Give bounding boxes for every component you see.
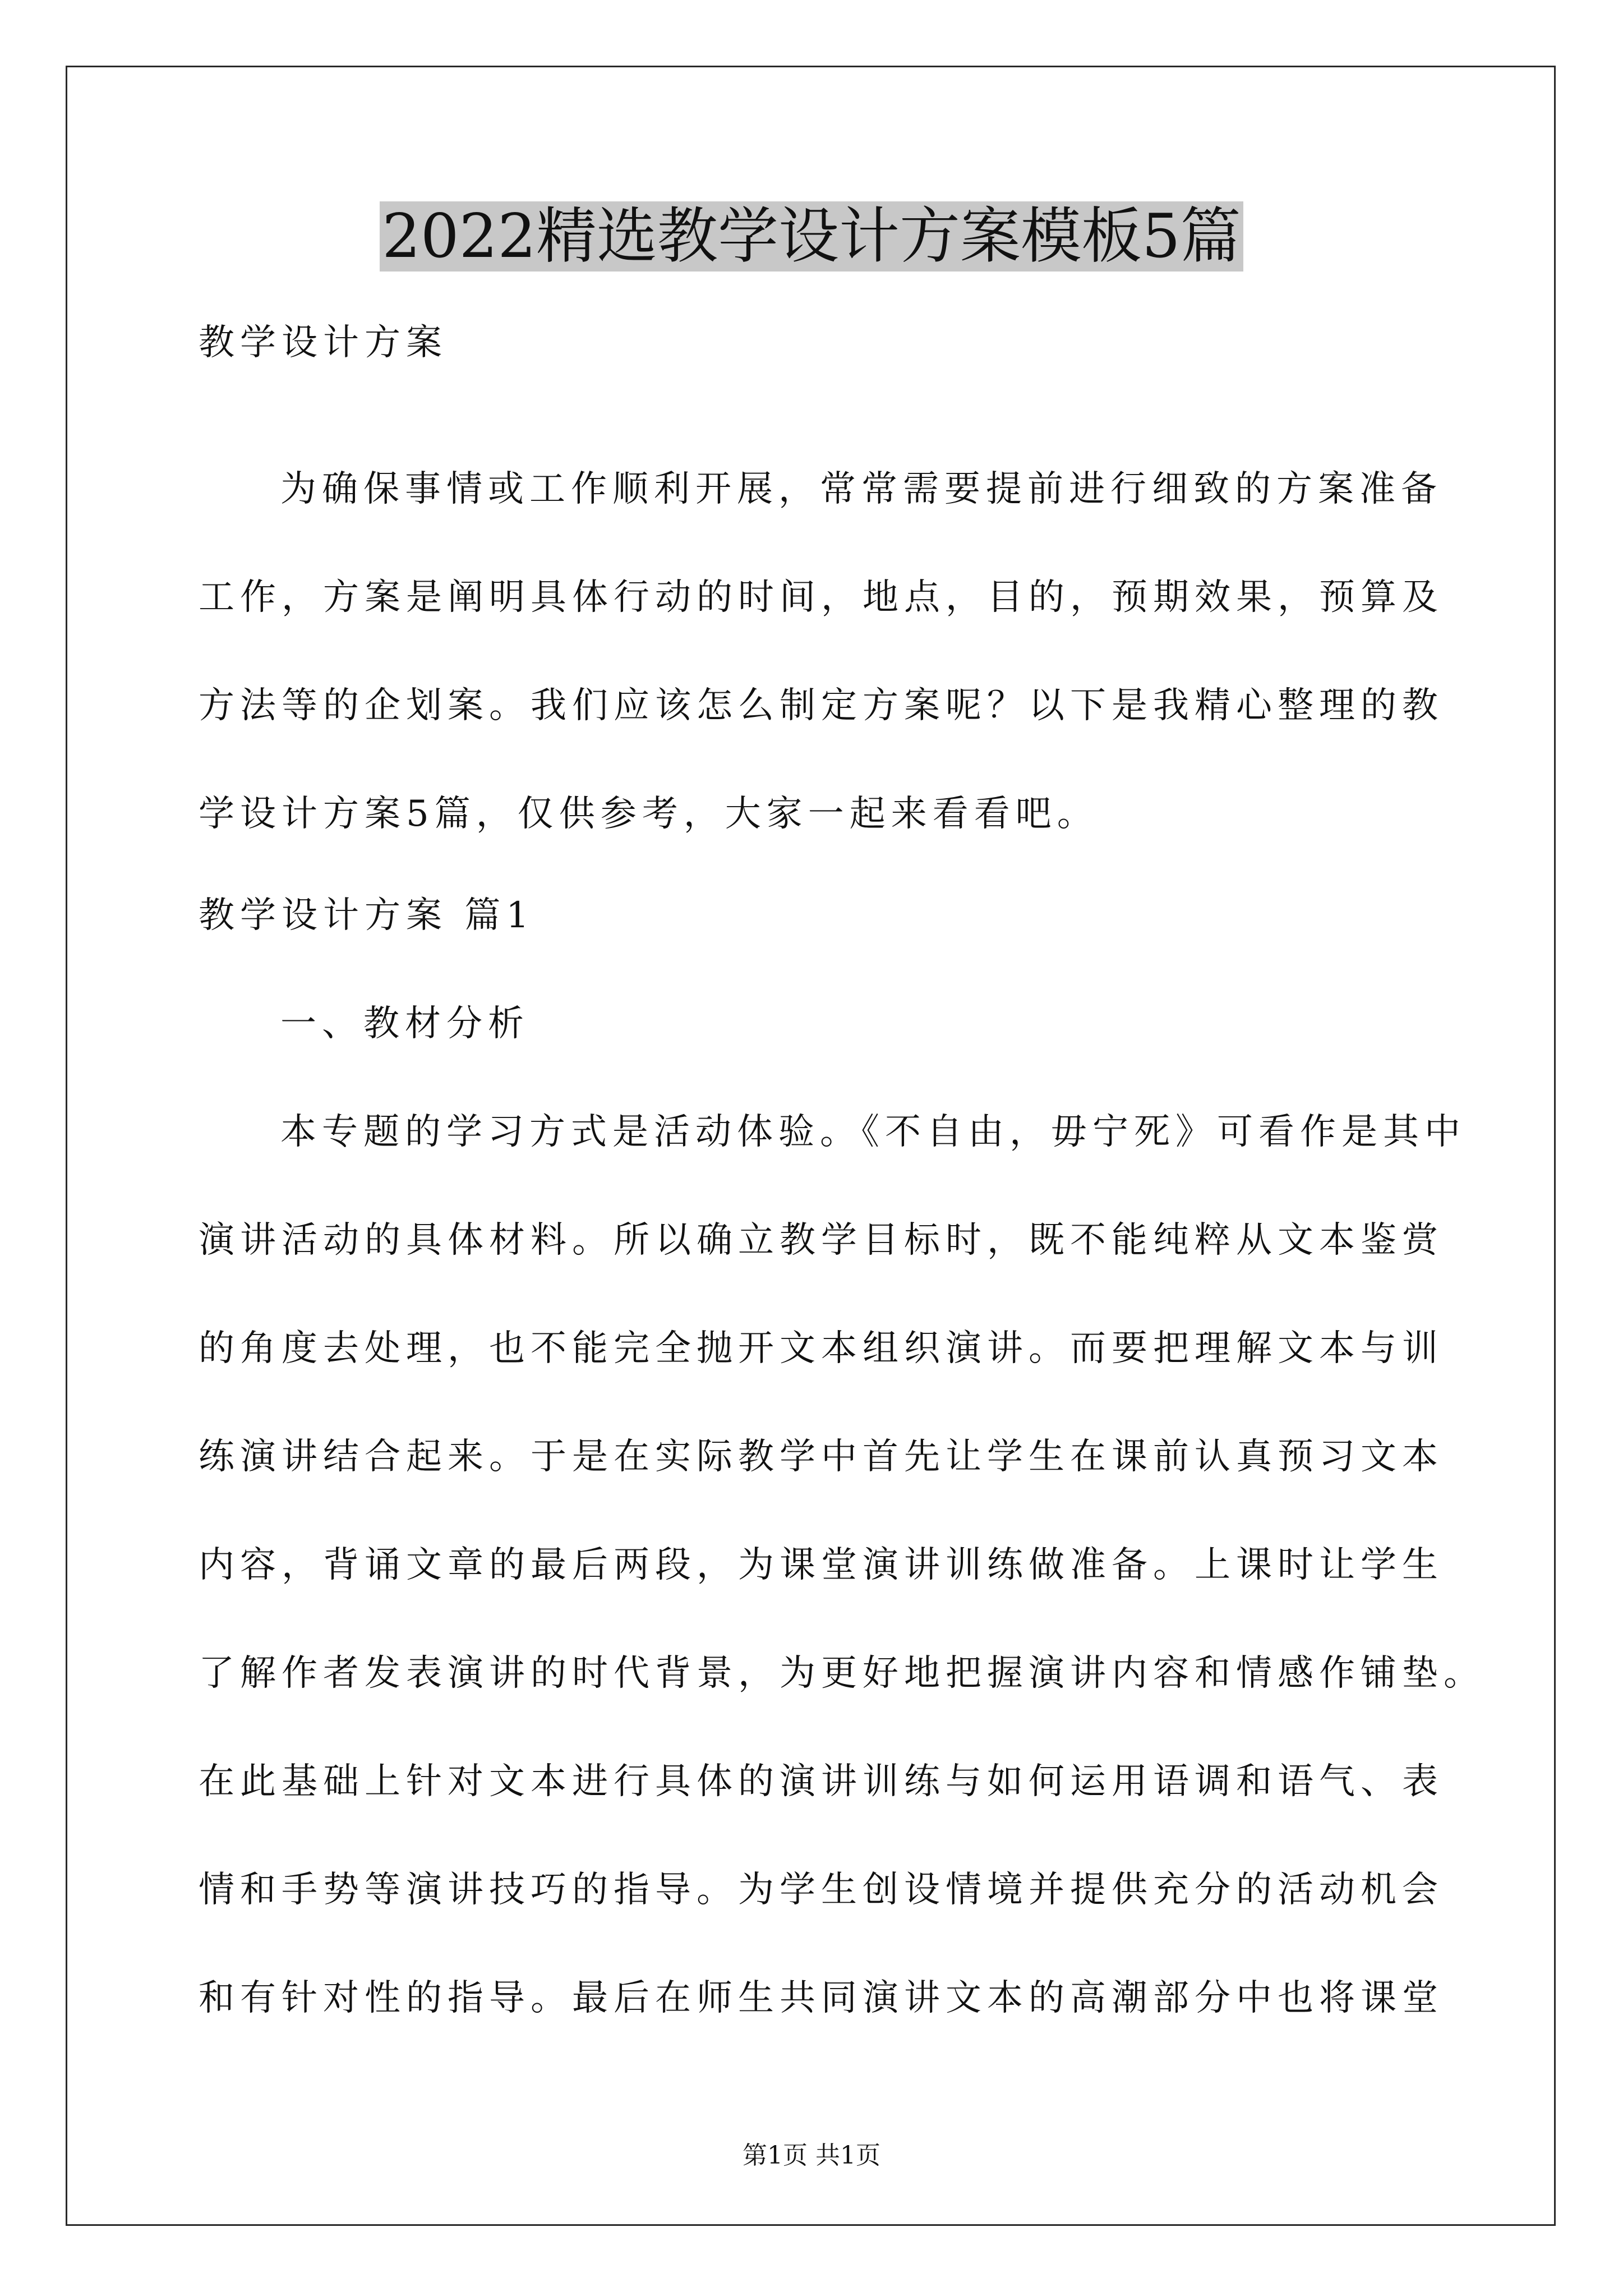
body-line: 情和手势等演讲技巧的指导。为学生创设情境并提供充分的活动机会 — [199, 1869, 1444, 1911]
body-line: 和有针对性的指导。最后在师生共同演讲文本的高潮部分中也将课堂 — [199, 1977, 1444, 2019]
body-line: 内容，背诵文章的最后两段，为课堂演讲训练做准备。上课时让学生 — [199, 1544, 1444, 1586]
body-line: 本专题的学习方式是活动体验。《不自由，毋宁死》可看作是其中 — [280, 1111, 1466, 1153]
body-line: 为确保事情或工作顺利开展，常常需要提前进行细致的方案准备 — [280, 468, 1442, 510]
body-line: 演讲活动的具体材料。所以确立教学目标时，既不能纯粹从文本鉴赏 — [199, 1220, 1444, 1261]
body-line: 工作，方案是阐明具体行动的时间，地点，目的，预期效果，预算及 — [199, 577, 1444, 618]
body-line: 的角度去处理，也不能完全抛开文本组织演讲。而要把理解文本与训 — [199, 1328, 1444, 1369]
body-line: 练演讲结合起来。于是在实际教学中首先让学生在课前认真预习文本 — [199, 1436, 1444, 1478]
body-line: 方法等的企划案。我们应该怎么制定方案呢？以下是我精心整理的教 — [199, 685, 1444, 726]
body-line: 学设计方案5篇，仅供参考，大家一起来看看吧。 — [199, 793, 1099, 835]
document-title: 2022精选教学设计方案模板5篇 — [0, 197, 1623, 276]
page-footer: 第1页 共1页 — [743, 2141, 880, 2170]
section-heading: 教学设计方案 — [199, 322, 448, 364]
body-line: 了解作者发表演讲的时代背景，为更好地把握演讲内容和情感作铺垫。 — [199, 1653, 1485, 1694]
section-heading: 教学设计方案 篇1 — [199, 895, 535, 936]
body-line: 在此基础上针对文本进行具体的演讲训练与如何运用语调和语气、表 — [199, 1761, 1444, 1802]
subsection-heading: 一、教材分析 — [280, 1003, 529, 1045]
